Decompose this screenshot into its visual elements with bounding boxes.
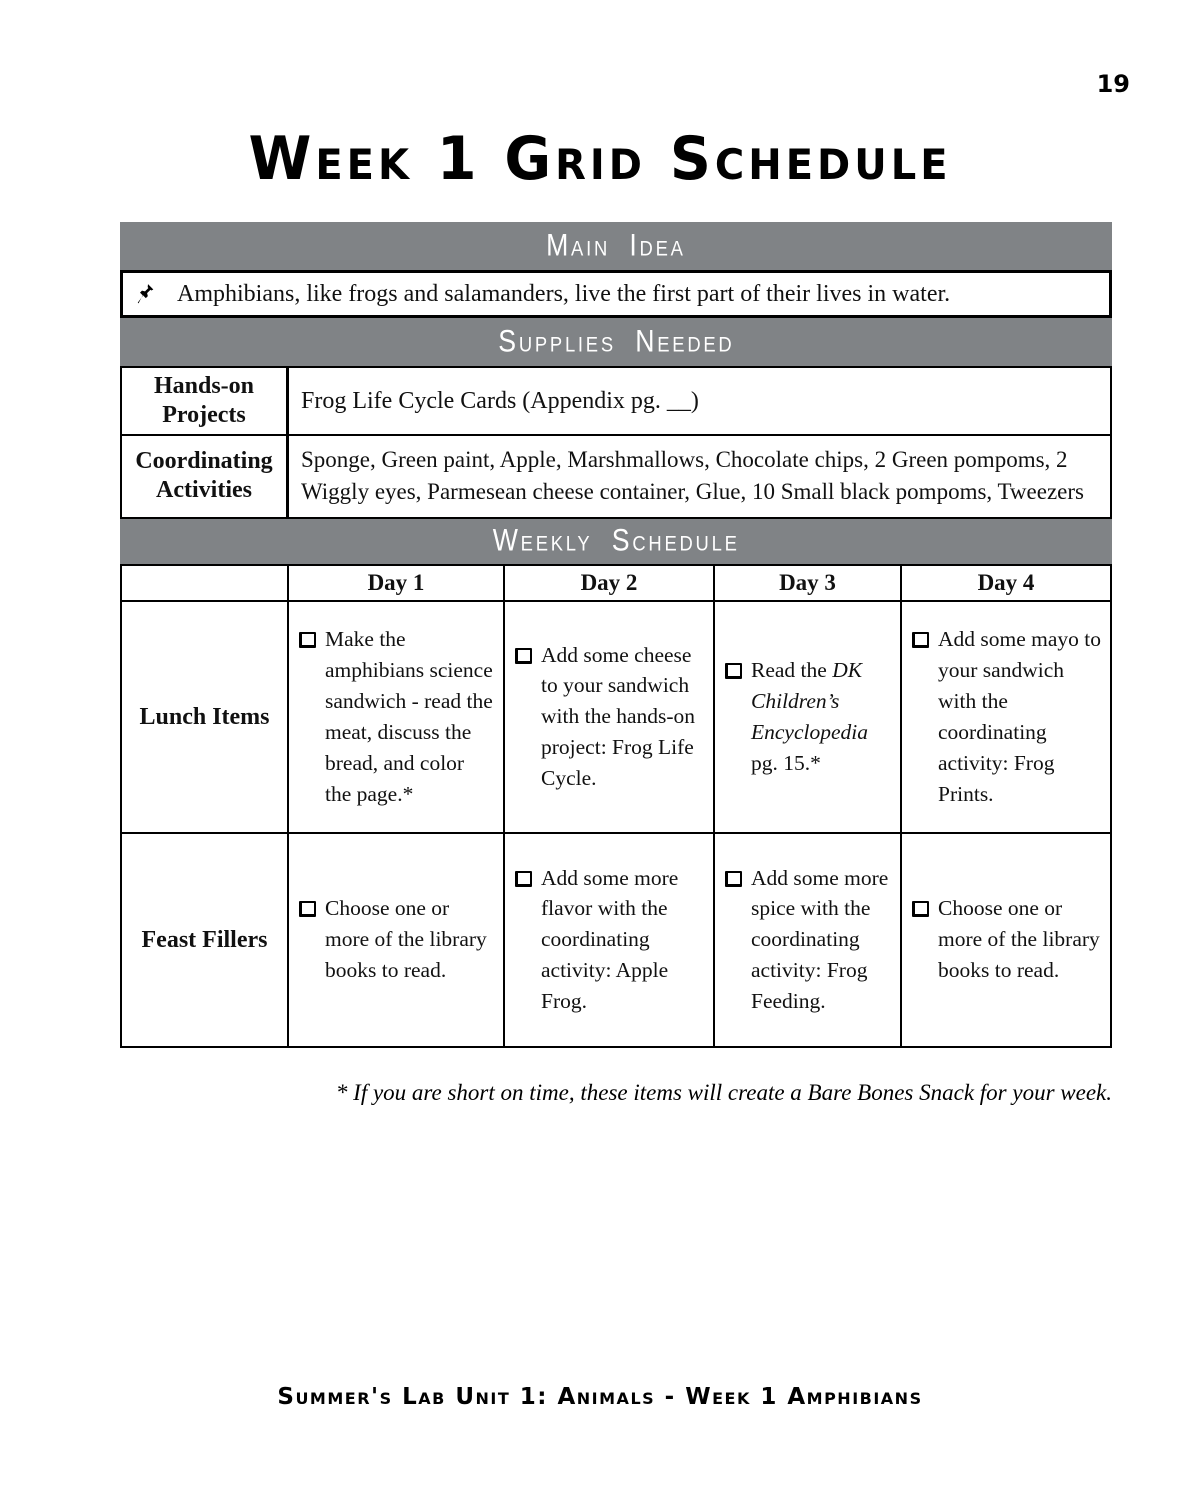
day-header-3: Day 3 xyxy=(715,566,902,600)
feast-day1-cell xyxy=(289,834,505,1046)
lunch-day3-cell xyxy=(715,602,902,832)
task-text-post: pg. 15.* xyxy=(751,750,821,775)
task-item xyxy=(723,863,892,1018)
lunch-day2-cell xyxy=(505,602,715,832)
task-item xyxy=(513,640,705,795)
task-text xyxy=(751,655,892,779)
row-label-lunch-items: Lunch Items xyxy=(122,602,289,832)
supplies-row-coordinating xyxy=(122,434,1110,517)
feast-day3-cell xyxy=(715,834,902,1046)
day-header-4: Day 4 xyxy=(977,569,1035,595)
feast-fillers-row xyxy=(122,834,1110,1046)
task-item xyxy=(297,624,495,810)
coordinating-activities-value: Sponge, Green paint, Apple, Marshmallows, Chocolate chips, 2 Green pompoms, 2 Wiggly eyes, Parmesean cheese container, Glue, 10 Small black pompoms, Tweezers xyxy=(301,446,1084,505)
row-label-feast-fillers: Feast Fillers xyxy=(122,834,289,1046)
day-header-2: Day 2 xyxy=(505,566,715,600)
main-idea-heading: Main Idea xyxy=(546,228,686,263)
weekly-day-header-row xyxy=(122,566,1110,602)
weekly-header-band xyxy=(120,519,1112,564)
weekly-heading: Weekly Schedule xyxy=(492,523,740,559)
task-item xyxy=(513,863,705,1018)
supplies-header-band xyxy=(120,318,1112,366)
hands-on-projects-value: Frog Life Cycle Cards (Appendix pg. __) xyxy=(301,387,699,414)
book-title-italic: DK Children’s Encyclopedia xyxy=(751,658,869,744)
task-item xyxy=(297,893,495,986)
checkbox-icon xyxy=(299,632,316,648)
page-title: Week 1 Grid Schedule xyxy=(248,124,952,194)
main-idea-header-band xyxy=(120,222,1112,270)
task-text: Choose one or more of the library books to read. xyxy=(325,896,487,983)
checkbox-icon xyxy=(725,663,742,679)
supplies-row-hands-on xyxy=(122,368,1110,434)
schedule-grid xyxy=(120,222,1112,1048)
task-item xyxy=(910,893,1102,986)
page-number: 19 xyxy=(1096,70,1130,98)
asterisk-footnote: * If you are short on time, these items will create a Bare Bones Snack for your week. xyxy=(335,1080,1112,1105)
task-item xyxy=(910,624,1102,810)
supplies-table xyxy=(120,366,1112,519)
checkbox-icon xyxy=(912,901,929,917)
row-label-hands-on-projects: Hands-on Projects xyxy=(122,368,289,434)
lunch-items-row xyxy=(122,602,1110,834)
checkbox-icon xyxy=(299,901,316,917)
page-footer: Summer's Lab Unit 1: Animals - Week 1 Amphibians xyxy=(277,1384,923,1410)
checkbox-icon xyxy=(515,648,532,664)
task-text: Add some more spice with the coordinating activity: Frog Feeding. xyxy=(751,865,889,1014)
task-text: Choose one or more of the library books to read. xyxy=(938,896,1100,983)
main-idea-row xyxy=(120,270,1112,318)
supplies-heading: Supplies Needed xyxy=(497,324,735,359)
day-header-1: Day 1 xyxy=(289,566,505,600)
checkbox-icon xyxy=(912,632,929,648)
task-text-pre: Read the xyxy=(751,658,833,682)
lunch-day4-cell xyxy=(902,602,1110,832)
task-text: Make the amphibians science sandwich - read the meat, discuss the bread, and color the page.* xyxy=(325,627,493,806)
feast-day4-cell xyxy=(902,834,1110,1046)
task-text: Add some more flavor with the coordinating activity: Apple Frog. xyxy=(541,865,679,1014)
pushpin-icon xyxy=(137,283,157,305)
lunch-day1-cell xyxy=(289,602,505,832)
task-item xyxy=(723,655,892,779)
checkbox-icon xyxy=(515,871,532,887)
main-idea-text: Amphibians, like frogs and salamanders, live the first part of their lives in water. xyxy=(177,280,951,307)
task-text: Add some mayo to your sandwich with the coordinating activity: Frog Prints. xyxy=(938,627,1102,806)
task-text: Add some cheese to your sandwich with the hands-on project: Frog Life Cycle. xyxy=(541,642,696,791)
weekly-table xyxy=(120,564,1112,1048)
checkbox-icon xyxy=(725,871,742,887)
day-header-blank xyxy=(122,566,289,600)
feast-day2-cell xyxy=(505,834,715,1046)
row-label-coordinating-activities: Coordinating Activities xyxy=(122,436,289,517)
